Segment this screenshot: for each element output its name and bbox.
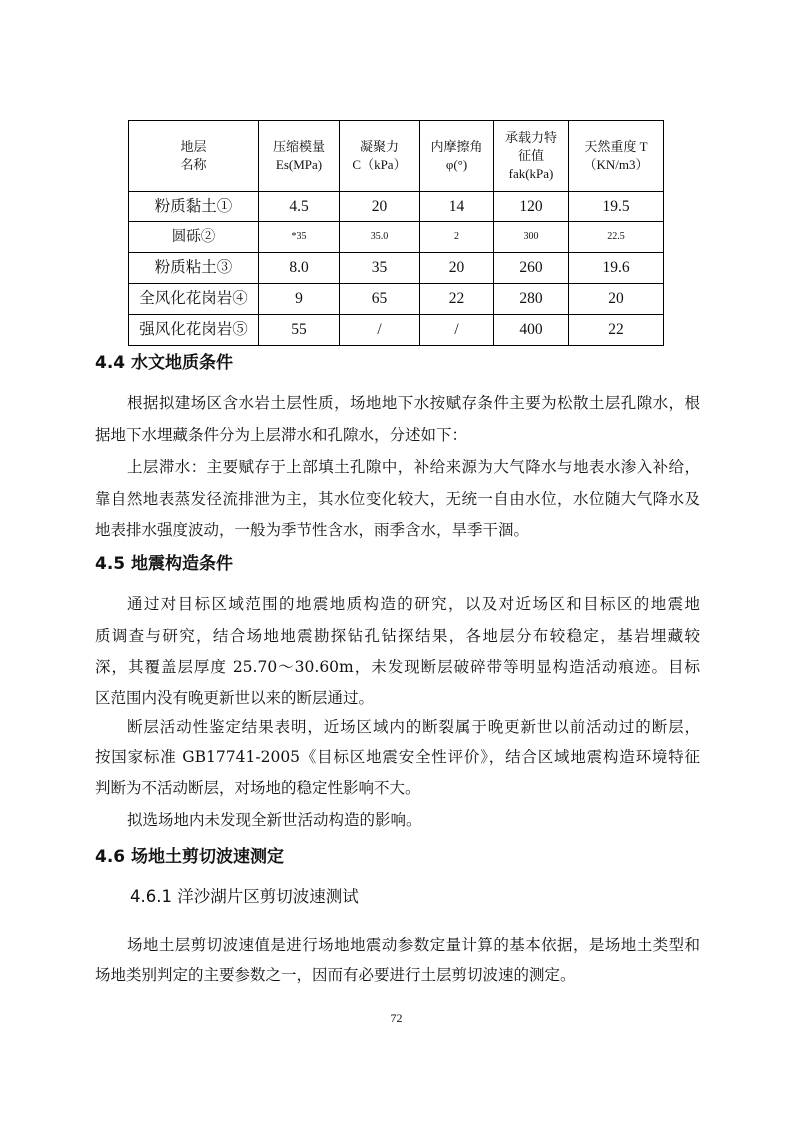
- paragraph-line: 场地土层剪切波速值是进行场地地震动参数定量计算的基本依据，是场地土类型和: [127, 936, 700, 954]
- paragraph-line: 深，其覆盖层厚度 25.70～30.60m，未发现断层破碎带等明显构造活动痕迹。目标: [95, 658, 700, 676]
- paragraph-line: 按国家标准 GB17741-2005《目标区地震安全性评价》，结合区域地震构造环境特征: [95, 748, 700, 766]
- paragraph-line: 断层活动性鉴定结果表明，近场区域内的断裂属于晚更新世以前活动过的断层，: [127, 718, 700, 736]
- table-cell: 19.6: [569, 253, 664, 284]
- table-cell: 22: [420, 284, 494, 315]
- header-line: 地层: [180, 139, 207, 154]
- section-heading: 4.6 场地土剪切波速测定: [95, 847, 285, 867]
- table-cell: 55: [259, 315, 340, 346]
- header-line: 压缩模量: [272, 139, 325, 154]
- table-cell: 20: [420, 253, 494, 284]
- table-header-row: [129, 121, 664, 192]
- table-cell: 4.5: [259, 192, 340, 222]
- soil-parameter-table: [128, 120, 664, 346]
- header-friction-angle: [420, 121, 494, 192]
- table-cell: 22: [569, 315, 664, 346]
- header-line: 征值: [517, 148, 544, 163]
- table-cell: 35.0: [340, 222, 420, 253]
- table-cell: 2: [420, 222, 494, 253]
- paragraph-line: 拟选场地内未发现全新世活动构造的影响。: [127, 811, 422, 829]
- table-cell-stratum: 粉质黏土①: [129, 192, 259, 222]
- paragraph-line: 场地类别判定的主要参数之一，因而有必要进行土层剪切波速的测定。: [95, 966, 576, 984]
- paragraph-line: 质调查与研究，结合场地地震勘探钻孔钻探结果，各地层分布较稳定，基岩埋藏较: [95, 627, 700, 645]
- header-line: φ(°): [445, 157, 468, 172]
- paragraph-line: 地表排水强度波动，一般为季节性含水，雨季含水，旱季干涸。: [95, 521, 530, 539]
- header-line: （KN/m3）: [583, 157, 649, 172]
- header-stratum-name: [129, 121, 259, 192]
- table-cell: 19.5: [569, 192, 664, 222]
- paragraph-line: 判断为不活动断层，对场地的稳定性影响不大。: [95, 779, 421, 797]
- table-cell-stratum: 全风化花岗岩④: [129, 284, 259, 315]
- paragraph-line: 据地下水埋藏条件分为上层滞水和孔隙水，分述如下：: [95, 426, 468, 444]
- table-cell: 9: [259, 284, 340, 315]
- paragraph-line: 通过对目标区域范围的地震地质构造的研究，以及对近场区和目标区的地震地: [127, 595, 700, 613]
- table-cell: 260: [494, 253, 569, 284]
- header-cohesion: [340, 121, 420, 192]
- header-line: C（kPa）: [352, 157, 407, 172]
- section-heading: 4.5 地震构造条件: [95, 554, 234, 574]
- paragraph-line: 区范围内没有晚更新世以来的断层通过。: [95, 689, 375, 707]
- table-cell: 120: [494, 192, 569, 222]
- table-cell: 20: [569, 284, 664, 315]
- table-cell: 35: [340, 253, 420, 284]
- table-row: [129, 192, 664, 222]
- page-number: 72: [390, 1011, 403, 1025]
- header-line: 名称: [180, 157, 207, 172]
- header-line: 承载力特: [504, 130, 557, 145]
- subsection-heading: 4.6.1 洋沙湖片区剪切波速测试: [130, 887, 359, 906]
- table-cell: 300: [494, 222, 569, 253]
- table-cell: /: [420, 315, 494, 346]
- table-cell: 400: [494, 315, 569, 346]
- paragraph-line: 靠自然地表蒸发径流排泄为主，其水位变化较大，无统一自由水位，水位随大气降水及: [95, 490, 700, 508]
- header-unit-weight: [569, 121, 664, 192]
- table-cell: *35: [259, 222, 340, 253]
- table-cell-stratum: 强风化花岗岩⑤: [129, 315, 259, 346]
- header-bearing-capacity: [494, 121, 569, 192]
- table-row: [129, 222, 664, 253]
- header-line: 凝聚力: [359, 139, 399, 154]
- table-cell-stratum: 圆砾②: [129, 222, 259, 253]
- table-cell-stratum: 粉质粘土③: [129, 253, 259, 284]
- table-cell: /: [340, 315, 420, 346]
- header-line: fak(kPa): [508, 166, 554, 181]
- header-line: 内摩擦角: [430, 139, 483, 154]
- table-cell: 14: [420, 192, 494, 222]
- table-row: [129, 253, 664, 284]
- header-compression-modulus: [259, 121, 340, 192]
- table-row: [129, 315, 664, 346]
- header-line: Es(MPa): [275, 157, 323, 172]
- table-cell: 8.0: [259, 253, 340, 284]
- table-cell: 65: [340, 284, 420, 315]
- paragraph-line: 上层滞水：主要赋存于上部填土孔隙中，补给来源为大气降水与地表水渗入补给，: [127, 458, 700, 476]
- paragraph-line: 根据拟建场区含水岩土层性质，场地地下水按赋存条件主要为松散土层孔隙水，根: [127, 394, 700, 412]
- table-cell: 280: [494, 284, 569, 315]
- section-heading: 4.4 水文地质条件: [95, 353, 234, 373]
- table-cell: 20: [340, 192, 420, 222]
- table-cell: 22.5: [569, 222, 664, 253]
- table-row: [129, 284, 664, 315]
- header-line: 天然重度 T: [584, 139, 648, 154]
